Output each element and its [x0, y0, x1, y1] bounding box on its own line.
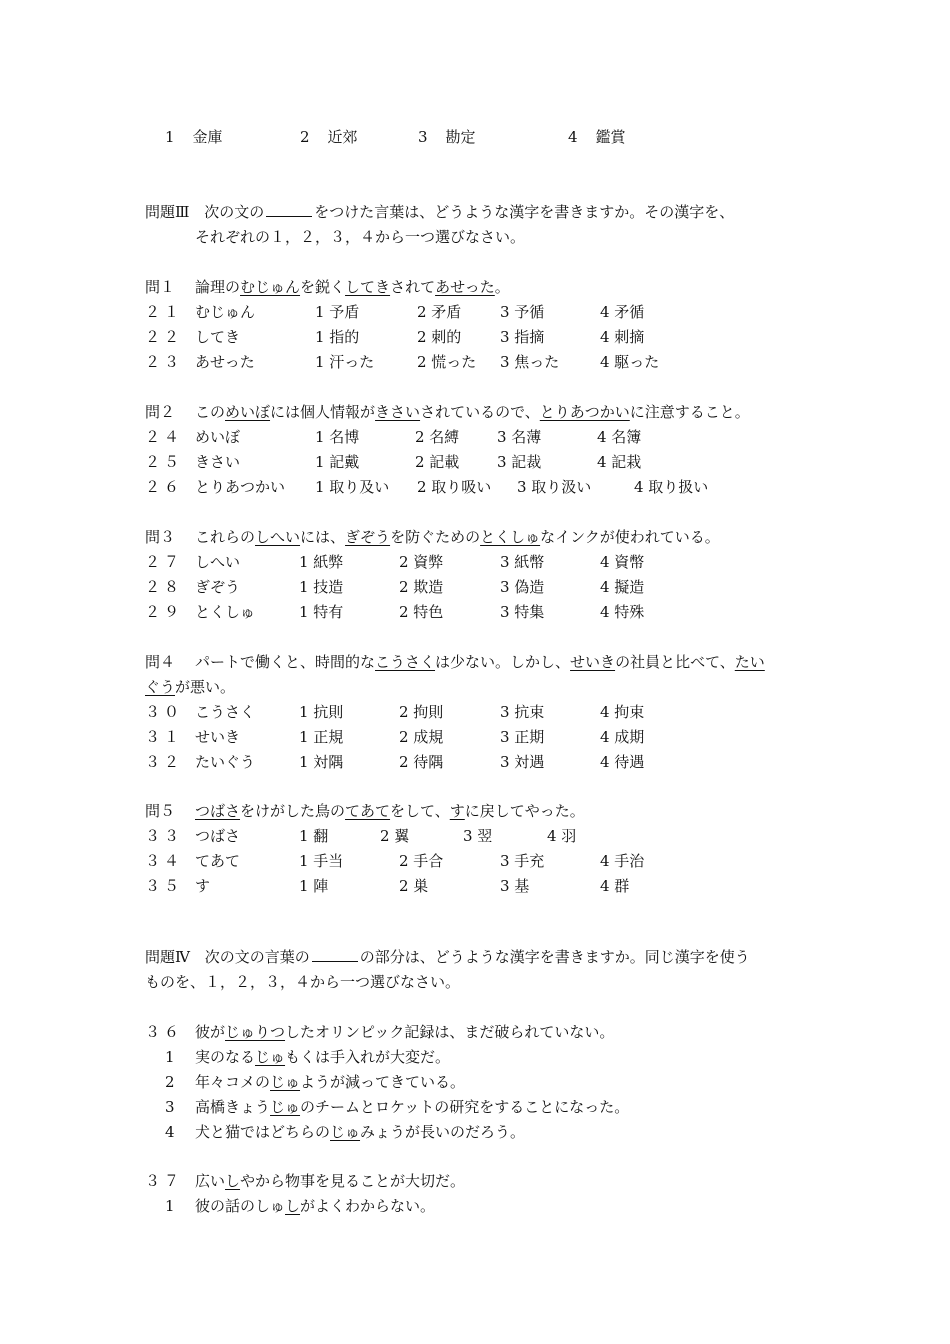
answer-option: 4 羽 [547, 827, 577, 845]
answer-option: 4 成期 [600, 728, 645, 746]
answer-option: 1 紙弊 [299, 553, 344, 571]
answer-option: 1 記戴 [315, 453, 360, 471]
underlined-word: せいき [570, 653, 616, 671]
q37-option [165, 1196, 435, 1216]
answer-option: 3 基 [500, 877, 530, 895]
row-number: ２３ [145, 353, 184, 371]
answer-option: 4 取り扱い [634, 478, 709, 496]
underlined-word: たい [734, 653, 765, 671]
sentence-text: なインクが使われている。 [540, 528, 720, 546]
question-number: 問５ [145, 802, 176, 820]
underlined-word: じゅ [255, 1048, 286, 1066]
row-number: ２６ [145, 478, 184, 496]
answer-option: 2 翼 [380, 827, 410, 845]
q3-sentence [145, 527, 720, 547]
underlined-word: とりあつかい [539, 403, 630, 421]
sentence-text: には、 [300, 528, 346, 546]
answer-option: 3 手充 [500, 852, 545, 870]
row-number: ２４ [145, 428, 184, 446]
top-choice-2: 2 近郊 [300, 128, 358, 146]
answer-option: 1 対隅 [299, 753, 344, 771]
sentence-text: には個人情報が [270, 403, 376, 421]
q36-option [165, 1072, 465, 1092]
answer-option: 1 抗則 [299, 703, 344, 721]
answer-option: 2 刺的 [417, 328, 462, 346]
q36-sentence [145, 1022, 614, 1042]
row-number: ２９ [145, 603, 184, 621]
row-number: ３５ [145, 877, 184, 895]
underlined-word: ぎぞう [345, 528, 391, 546]
answer-option: 3 翌 [463, 827, 493, 845]
sentence-text: されているので、 [420, 403, 540, 421]
underlined-word: し [225, 1172, 241, 1190]
sentence-text: が悪い。 [175, 678, 236, 696]
answer-option: 1 名博 [315, 428, 360, 446]
sentence-text: は少ない。しかし、 [435, 653, 571, 671]
answer-option: 2 手合 [399, 852, 444, 870]
underlined-word: むじゅん [240, 278, 301, 296]
answer-option: 3 取り汲い [517, 478, 592, 496]
answer-option: 2 資弊 [399, 553, 444, 571]
underlined-word: じゅ [270, 1073, 301, 1091]
underlined-word: あせった [435, 278, 495, 296]
question-number: 問３ [145, 528, 176, 546]
row-number: ２８ [145, 578, 184, 596]
question-number: 問４ [145, 653, 176, 671]
answer-option: 1 予盾 [315, 303, 360, 321]
section3-label: 問題Ⅲ [145, 203, 190, 221]
target-word: たいぐう [195, 753, 256, 771]
underlined-word: じゅ [330, 1123, 361, 1141]
answer-option: 4 記栽 [597, 453, 642, 471]
answer-option: 4 資幣 [600, 553, 645, 571]
answer-option: 4 名簿 [597, 428, 642, 446]
target-word: きさい [195, 453, 241, 471]
sentence-text: をけがした鳥の [240, 802, 346, 820]
answer-option: 2 特色 [399, 603, 444, 621]
q37-sentence [145, 1171, 465, 1191]
section4-label: 問題Ⅳ [145, 948, 190, 966]
option-number: 2 [165, 1073, 175, 1091]
q1-sentence [145, 277, 510, 297]
sentence-text: もくは手入れが大変だ。 [285, 1048, 451, 1066]
answer-option: 3 紙幣 [500, 553, 545, 571]
answer-option: 3 焦った [500, 353, 560, 371]
target-word: してき [195, 328, 241, 346]
answer-option: 1 技造 [299, 578, 344, 596]
sentence-text: をして、 [390, 802, 450, 820]
answer-option: 1 取り及い [315, 478, 390, 496]
question-number: 問２ [145, 403, 176, 421]
answer-option: 2 名縛 [415, 428, 460, 446]
sentence-text: を防ぐための [390, 528, 481, 546]
answer-option: 4 特殊 [600, 603, 645, 621]
target-word: あせった [195, 353, 255, 371]
answer-option: 3 名薄 [497, 428, 542, 446]
target-word: す [195, 877, 211, 895]
answer-option: 3 特集 [500, 603, 545, 621]
answer-option: 3 対遇 [500, 753, 545, 771]
sentence-text: に注意すること。 [629, 403, 750, 421]
underline-blank [266, 202, 312, 217]
row-number: ３２ [145, 753, 184, 771]
row-number: ３４ [145, 852, 184, 870]
answer-option: 1 正規 [299, 728, 344, 746]
answer-option: 3 指摘 [500, 328, 545, 346]
answer-option: 3 記裁 [497, 453, 542, 471]
answer-option: 2 巣 [399, 877, 429, 895]
row-number: ３１ [145, 728, 184, 746]
sentence-text: みょうが長いのだろう。 [360, 1123, 526, 1141]
sentence-text: ようが減ってきている。 [300, 1073, 466, 1091]
answer-option: 1 手当 [299, 852, 344, 870]
section3-instruction-line2: それぞれの１，２，３，４から一つ選びなさい。 [195, 228, 526, 246]
answer-option: 2 拘則 [399, 703, 444, 721]
answer-option: 4 拘束 [600, 703, 645, 721]
answer-option: 2 記載 [415, 453, 460, 471]
answer-option: 3 抗束 [500, 703, 545, 721]
underlined-word: めいぼ [225, 403, 271, 421]
q5-sentence [145, 801, 585, 821]
answer-option: 1 特有 [299, 603, 344, 621]
answer-option: 2 取り吸い [417, 478, 492, 496]
option-number: 1 [165, 1048, 175, 1066]
underlined-word: とくしゅ [480, 528, 541, 546]
sentence-text: 広い [195, 1172, 226, 1190]
target-word: てあて [195, 852, 241, 870]
sentence-text: されて [390, 278, 436, 296]
target-word: こうさく [195, 703, 256, 721]
sentence-text: を鋭く [300, 278, 346, 296]
option-number: 1 [165, 1197, 175, 1215]
target-word: とくしゅ [195, 603, 256, 621]
answer-option: 2 慌った [417, 353, 477, 371]
q36-option [165, 1097, 629, 1117]
sentence-text: に戻してやった。 [464, 802, 585, 820]
underlined-word: てあて [345, 802, 391, 820]
answer-option: 1 汗った [315, 353, 375, 371]
question-number: 問１ [145, 278, 176, 296]
answer-option: 3 正期 [500, 728, 545, 746]
sentence-text: パートで働くと、時間的な [195, 653, 376, 671]
top-choice-3: 3 勘定 [418, 128, 476, 146]
underline-blank [312, 947, 358, 962]
row-number: ２７ [145, 553, 184, 571]
q36-option [165, 1047, 450, 1067]
answer-option: 1 陣 [299, 877, 329, 895]
underlined-word: こうさく [375, 653, 436, 671]
row-number: ２１ [145, 303, 184, 321]
target-word: とりあつかい [195, 478, 286, 496]
option-number: 4 [165, 1123, 175, 1141]
q36-option [165, 1122, 525, 1142]
target-word: せいき [195, 728, 241, 746]
sentence-text: これらの [195, 528, 256, 546]
underlined-word: じゅ [270, 1098, 301, 1116]
answer-option: 2 欺造 [399, 578, 444, 596]
sentence-text: の社員と比べて、 [615, 653, 735, 671]
answer-option: 1 指的 [315, 328, 360, 346]
sentence-text: のチームとロケットの研究をすることになった。 [300, 1098, 630, 1116]
row-number: ２５ [145, 453, 184, 471]
answer-option: 4 群 [600, 877, 630, 895]
q2-sentence [145, 402, 750, 422]
answer-option: 4 駆った [600, 353, 660, 371]
top-choice-1: 1 金庫 [165, 128, 223, 146]
top-choice-4: 4 鑑賞 [568, 128, 626, 146]
underlined-word: じゅりつ [225, 1023, 286, 1041]
row-number: ３０ [145, 703, 184, 721]
question-number: ３６ [145, 1023, 184, 1041]
sentence-text: 彼が [195, 1023, 226, 1041]
sentence-text: 犬と猫ではどちらの [195, 1123, 331, 1141]
answer-option: 4 手治 [600, 852, 645, 870]
target-word: めいぼ [195, 428, 241, 446]
sentence-text: 年々コメの [195, 1073, 271, 1091]
sentence-text: がよくわからない。 [300, 1197, 436, 1215]
target-word: しへい [195, 553, 241, 571]
answer-option: 4 刺摘 [600, 328, 645, 346]
underlined-word: し [285, 1197, 301, 1215]
section4-instruction-line2: ものを、１，２，３，４から一つ選びなさい。 [145, 973, 461, 991]
answer-option: 3 偽造 [500, 578, 545, 596]
section4-instruction: 問題Ⅳ 次の文の言葉の の部分は、どうような漢字を書きますか。同じ漢字を使う [145, 948, 750, 966]
answer-option: 2 成規 [399, 728, 444, 746]
answer-option: 1 翻 [299, 827, 329, 845]
sentence-text: 。 [494, 278, 510, 296]
answer-option: 2 待隅 [399, 753, 444, 771]
sentence-text: 実のなる [195, 1048, 256, 1066]
answer-option: 4 待遇 [600, 753, 645, 771]
question-number: ３７ [145, 1172, 184, 1190]
sentence-text: 彼の話のしゅ [195, 1197, 286, 1215]
underlined-word: しへい [255, 528, 301, 546]
target-word: むじゅん [195, 303, 256, 321]
target-word: ぎぞう [195, 578, 241, 596]
answer-option: 4 矛循 [600, 303, 645, 321]
underlined-word: してき [345, 278, 391, 296]
answer-option: 2 矛盾 [417, 303, 462, 321]
sentence-text: 高橋きょう [195, 1098, 271, 1116]
row-number: ２２ [145, 328, 184, 346]
option-number: 3 [165, 1098, 175, 1116]
underlined-word: つばさ [195, 802, 241, 820]
underlined-word: ぐう [145, 678, 176, 696]
underlined-word: きさい [375, 403, 421, 421]
sentence-text: この [195, 403, 226, 421]
answer-option: 3 予循 [500, 303, 545, 321]
target-word: つばさ [195, 827, 241, 845]
sentence-text: やから物事を見ることが大切だ。 [240, 1172, 466, 1190]
q4-sentence-line2 [145, 677, 235, 697]
q4-sentence [145, 652, 765, 672]
sentence-text: したオリンピック記録は、まだ破られていない。 [285, 1023, 615, 1041]
sentence-text: 論理の [195, 278, 241, 296]
underlined-word: す [449, 802, 465, 820]
section3-instruction: 問題Ⅲ 次の文の をつけた言葉は、どうような漢字を書きますか。その漢字を、 [145, 203, 735, 221]
answer-option: 4 擬造 [600, 578, 645, 596]
row-number: ３３ [145, 827, 184, 845]
